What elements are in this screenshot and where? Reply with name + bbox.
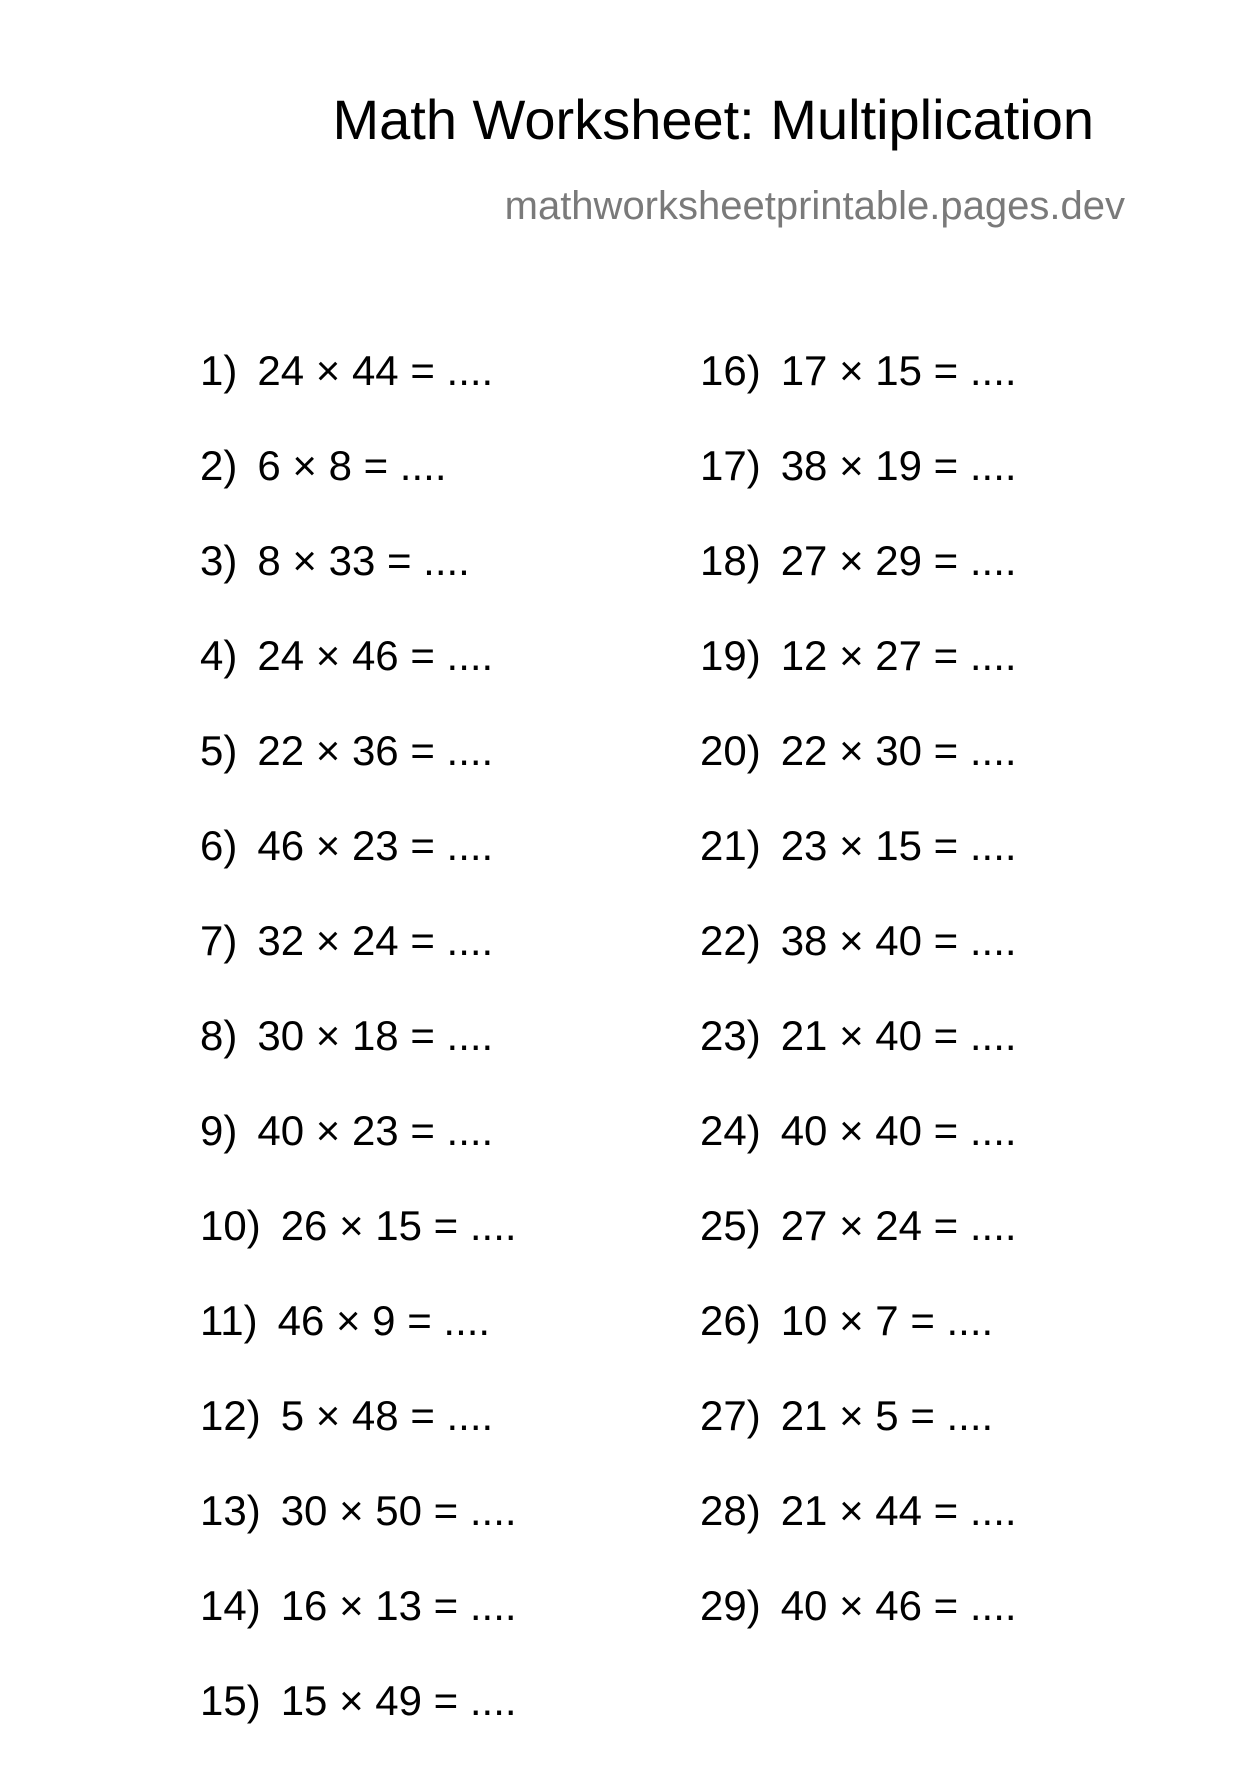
problem-column-right — [700, 347, 1017, 1680]
problem-item — [700, 1297, 1017, 1395]
problem-expression: 22 × 30 = .... — [780, 727, 1017, 774]
problem-number: 27) — [700, 1392, 761, 1439]
problem-expression: 5 × 48 = .... — [280, 1392, 494, 1439]
problem-number: 19) — [700, 632, 761, 679]
problem-expression: 38 × 40 = .... — [780, 917, 1017, 964]
problem-number: 18) — [700, 537, 761, 584]
problem-number: 2) — [200, 442, 238, 489]
problem-item — [700, 442, 1017, 540]
problem-number: 22) — [700, 917, 761, 964]
problem-item — [200, 1677, 517, 1775]
problem-expression: 21 × 40 = .... — [780, 1012, 1017, 1059]
problem-expression: 40 × 46 = .... — [780, 1582, 1017, 1629]
problem-item — [200, 1487, 517, 1585]
problem-number: 28) — [700, 1487, 761, 1534]
problem-item — [200, 1012, 517, 1110]
problem-expression: 12 × 27 = .... — [780, 632, 1017, 679]
problem-item — [200, 1107, 517, 1205]
problem-expression: 6 × 8 = .... — [257, 442, 447, 489]
problem-number: 9) — [200, 1107, 238, 1154]
problem-number: 21) — [700, 822, 761, 869]
problem-item — [700, 537, 1017, 635]
problem-expression: 30 × 50 = .... — [280, 1487, 517, 1534]
problem-item — [700, 632, 1017, 730]
problem-number: 3) — [200, 537, 238, 584]
problem-expression: 24 × 46 = .... — [257, 632, 494, 679]
problem-number: 15) — [200, 1677, 261, 1724]
problem-expression: 32 × 24 = .... — [257, 917, 494, 964]
problem-item — [700, 1012, 1017, 1110]
problem-item — [700, 822, 1017, 920]
problem-item — [700, 1202, 1017, 1300]
problem-expression: 8 × 33 = .... — [257, 537, 470, 584]
problem-item — [700, 727, 1017, 825]
problem-expression: 38 × 19 = .... — [780, 442, 1017, 489]
problem-number: 23) — [700, 1012, 761, 1059]
problem-number: 25) — [700, 1202, 761, 1249]
problem-expression: 27 × 29 = .... — [780, 537, 1017, 584]
problem-number: 10) — [200, 1202, 261, 1249]
problem-item — [200, 1202, 517, 1300]
problem-number: 16) — [700, 347, 761, 394]
problem-item — [200, 1582, 517, 1680]
problem-item — [200, 1297, 517, 1395]
problem-number: 5) — [200, 727, 238, 774]
problem-expression: 15 × 49 = .... — [280, 1677, 517, 1724]
problem-number: 8) — [200, 1012, 238, 1059]
problem-expression: 10 × 7 = .... — [780, 1297, 994, 1344]
problem-expression: 26 × 15 = .... — [280, 1202, 517, 1249]
problem-expression: 30 × 18 = .... — [257, 1012, 494, 1059]
problem-number: 7) — [200, 917, 238, 964]
problem-column-left — [200, 347, 517, 1775]
problem-expression: 46 × 23 = .... — [257, 822, 494, 869]
problem-item — [200, 822, 517, 920]
problem-number: 11) — [200, 1297, 258, 1344]
problem-expression: 27 × 24 = .... — [780, 1202, 1017, 1249]
problem-item — [200, 442, 517, 540]
problem-expression: 16 × 13 = .... — [280, 1582, 517, 1629]
problem-number: 12) — [200, 1392, 261, 1439]
problem-item — [700, 1107, 1017, 1205]
problem-item — [200, 727, 517, 825]
problem-item — [700, 917, 1017, 1015]
problem-number: 20) — [700, 727, 761, 774]
problem-expression: 22 × 36 = .... — [257, 727, 494, 774]
problem-item — [200, 347, 517, 445]
problem-item — [700, 347, 1017, 445]
problem-number: 4) — [200, 632, 238, 679]
problem-item — [700, 1392, 1017, 1490]
problem-number: 29) — [700, 1582, 761, 1629]
problem-item — [700, 1582, 1017, 1680]
problem-number: 24) — [700, 1107, 761, 1154]
page-title: Math Worksheet: Multiplication — [332, 88, 1094, 151]
problem-expression: 40 × 23 = .... — [257, 1107, 494, 1154]
problem-expression: 17 × 15 = .... — [780, 347, 1017, 394]
problem-expression: 46 × 9 = .... — [277, 1297, 491, 1344]
problem-expression: 24 × 44 = .... — [257, 347, 494, 394]
problem-item — [200, 917, 517, 1015]
problem-item — [700, 1487, 1017, 1585]
problem-number: 17) — [700, 442, 761, 489]
problem-expression: 23 × 15 = .... — [780, 822, 1017, 869]
problem-number: 14) — [200, 1582, 261, 1629]
problem-expression: 21 × 5 = .... — [780, 1392, 994, 1439]
site-url: mathworksheetprintable.pages.dev — [504, 184, 1125, 228]
problem-expression: 40 × 40 = .... — [780, 1107, 1017, 1154]
problem-expression: 21 × 44 = .... — [780, 1487, 1017, 1534]
problem-number: 1) — [200, 347, 238, 394]
problem-item — [200, 537, 517, 635]
problem-number: 26) — [700, 1297, 761, 1344]
problem-item — [200, 1392, 517, 1490]
problem-number: 6) — [200, 822, 238, 869]
problem-item — [200, 632, 517, 730]
problem-number: 13) — [200, 1487, 261, 1534]
